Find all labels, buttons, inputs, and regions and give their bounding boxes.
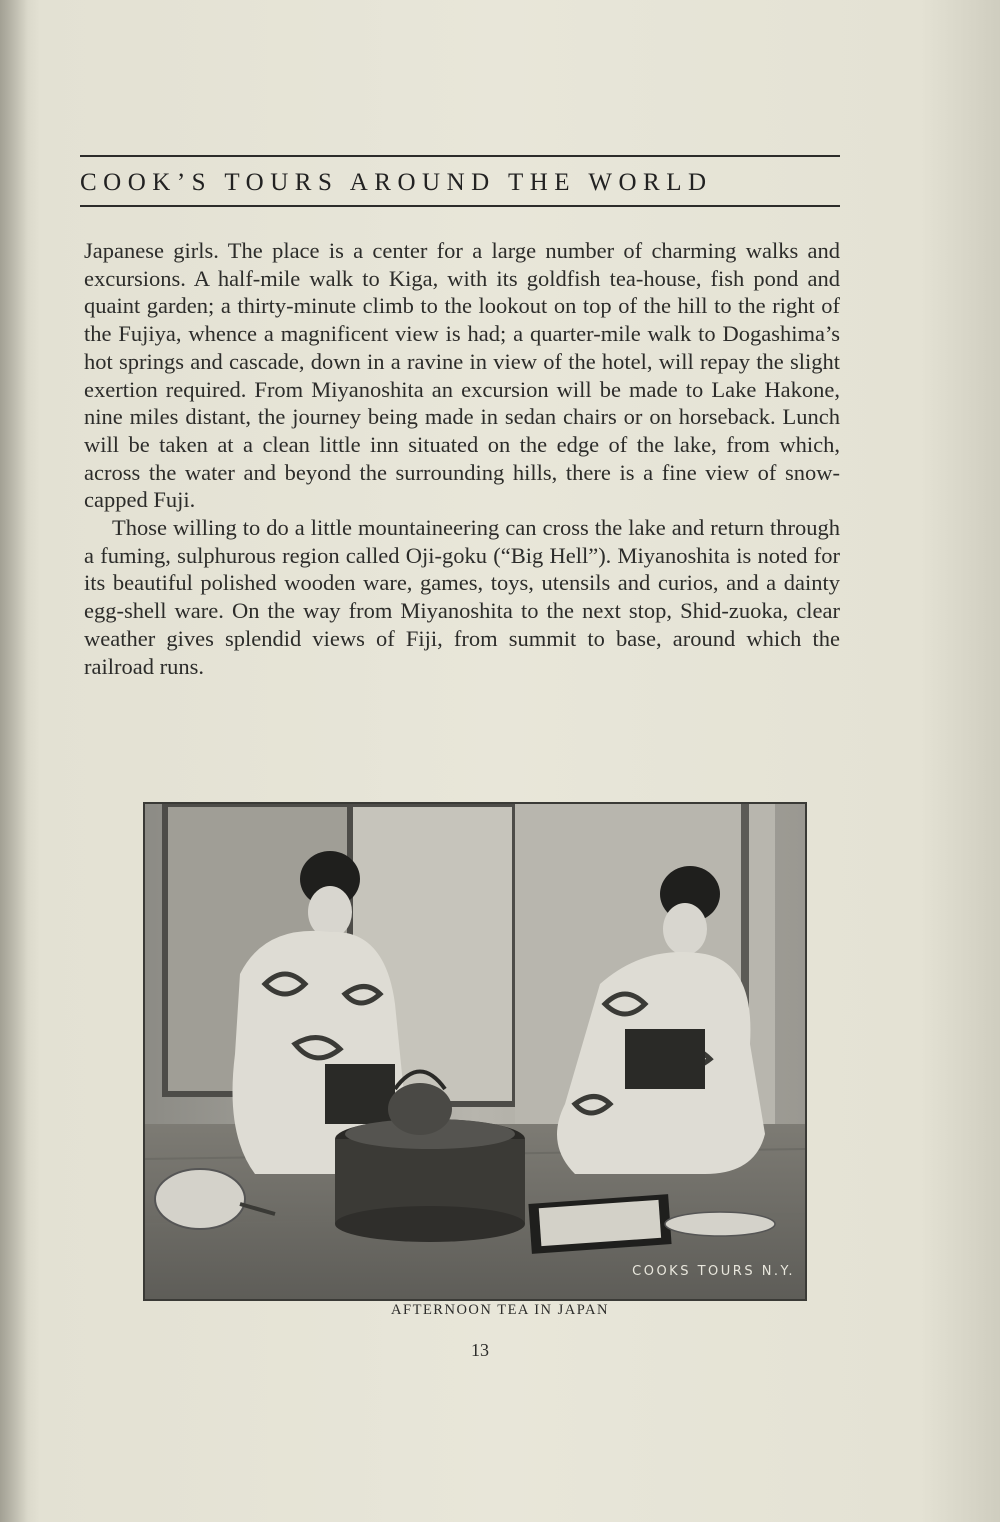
running-header (80, 155, 840, 207)
paragraph-2: Those willing to do a little mountaineering can cross the lake and return through a fuming, sulphurous region called Oji-goku (“Big Hell”). Miyanoshita is noted for its beautiful polished wooden ware, games, toys, utensils and curios, and a dainty egg-shell ware. On the way from Miyanoshita to the next stop, Shid-zuoka, clear weather gives splendid views of Fiji, from summit to base, around which the railroad runs. (84, 515, 840, 679)
header-bottom-rule (80, 205, 840, 207)
paragraph-1: Japanese girls. The place is a center for a large number of charming walks and excursions. A half-mile walk to Kiga, with its goldfish tea-house, fish pond and quaint garden; a thirty-minute climb to the lookout on top of the hill to the right of the Fujiya, whence a magnificent view is had; a quarter-mile walk to Dogashima’s hot springs and cascade, down in a ravine in view of the hotel, will repay the slight exertion required. From Miyanoshita an excursion will be made to Lake Hakone, nine miles distant, the journey being made in sedan chairs or on horseback. Lunch will be taken at a clean little inn situated on the edge of the lake, from which, across the water and beyond the surrounding hills, there is a fine view of snow-capped Fuji. (84, 238, 840, 513)
photo-watermark: COOKS TOURS N.Y. (632, 1264, 795, 1279)
page-edge-shadow (0, 0, 28, 1522)
photo-illustration (145, 804, 805, 1299)
photograph-afternoon-tea (143, 802, 807, 1301)
photo-caption: AFTERNOON TEA IN JAPAN (391, 1302, 609, 1318)
header-title: COOK’S TOURS AROUND THE WORLD (80, 169, 713, 196)
body-text (84, 237, 840, 680)
page-number: 13 (471, 1340, 489, 1360)
